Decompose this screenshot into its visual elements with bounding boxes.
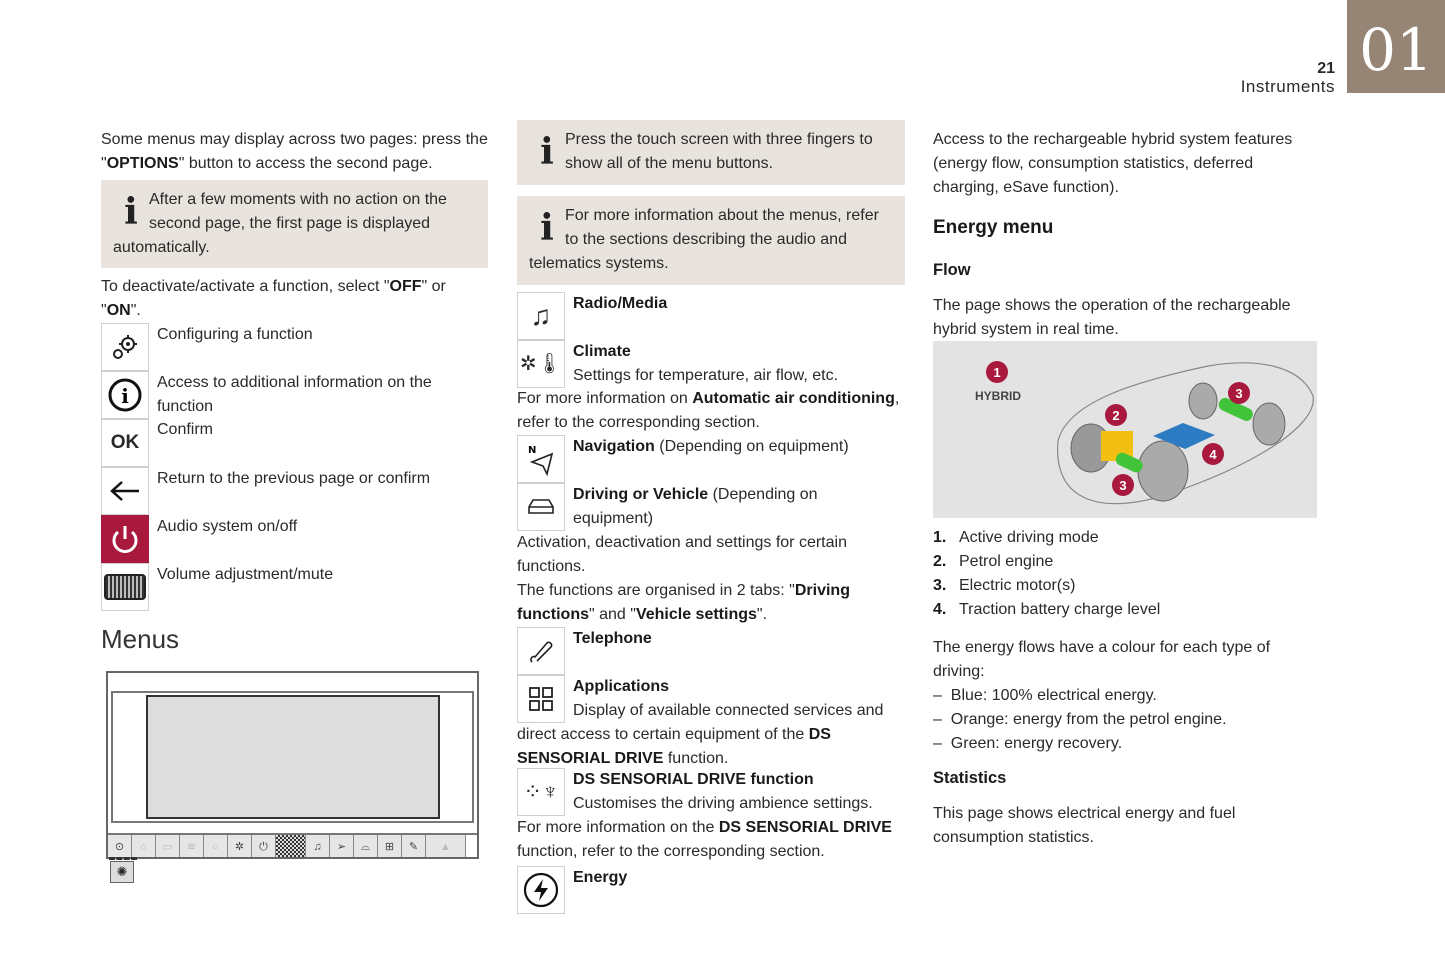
screen-display (146, 695, 440, 819)
hazard-icon: ▲ (426, 835, 466, 857)
options-keyword: OPTIONS (106, 155, 179, 172)
menu-energy (517, 866, 907, 914)
navigation-arrow-icon: ➢ (330, 835, 354, 857)
recirculation-icon: ○ (204, 835, 228, 857)
text: Display of available connected services and direct access to certain equipment of the (517, 702, 884, 743)
climate-icon: ✲ (228, 835, 252, 857)
ambient-light-button (109, 857, 137, 860)
legend-item: 4. Traction battery charge level (933, 601, 1161, 618)
driving-paragraph-1: Activation, deactivation and settings for certain functions. (517, 534, 847, 575)
legend-item: 1. Active driving mode (933, 529, 1099, 546)
energy-menu-heading: Energy menu (933, 217, 1054, 238)
hybrid-flow-diagram (933, 341, 1317, 518)
flow-heading: Flow (933, 261, 971, 279)
svg-text:1: 1 (993, 365, 1001, 380)
touchscreen-diagram (106, 671, 479, 859)
text: The functions are organised in 2 tabs: " (517, 582, 795, 599)
menu-telephone (517, 627, 907, 675)
info-icon: i (540, 131, 554, 173)
icon-row-ok (101, 419, 491, 467)
sensorial-drive-icon: ⁘♆ (517, 768, 565, 816)
icon-label: Volume adjustment/mute (157, 566, 334, 583)
legend-item: 3. Electric motor(s) (933, 577, 1076, 594)
toggle-paragraph (101, 275, 471, 323)
text: " or " (101, 278, 446, 319)
text: function, refer to the corresponding section. (517, 843, 825, 860)
flow-paragraph: The page shows the operation of the rechargeable hybrid system in real time. (933, 297, 1291, 338)
text: DS SENSORIAL DRIVE (718, 819, 892, 836)
text: For more information on (517, 390, 693, 407)
music-note-icon: ♫ (517, 292, 565, 340)
info-note (517, 120, 905, 185)
intro-paragraph (101, 128, 491, 176)
menus-heading: Menus (101, 624, 180, 654)
text: ". (756, 606, 768, 623)
text: To deactivate/activate a function, select " (101, 278, 390, 295)
menu-title: Climate (573, 343, 631, 360)
menu-title: Navigation (573, 438, 655, 455)
menu-description: Customises the driving ambience settings. (573, 795, 873, 812)
menu-label: Radio/Media (573, 295, 668, 312)
statistics-paragraph: This page shows electrical energy and fuel consumption statistics. (933, 805, 1236, 846)
menu-label (573, 483, 833, 531)
info-note (517, 196, 905, 285)
defrost-icon: ⌂ (132, 835, 156, 857)
icon-row-info (101, 371, 491, 419)
icon-label: Confirm (157, 421, 214, 438)
text: function. (663, 750, 729, 767)
info-note (101, 180, 488, 268)
ds-paragraph (517, 816, 907, 864)
power-icon: ⏻ (252, 835, 276, 857)
climate-paragraph (517, 387, 907, 435)
text: ". (130, 302, 141, 319)
icon-label: Access to additional information on the function (157, 374, 432, 415)
diagram-legend (933, 526, 1328, 622)
rear-defrost-icon: ▭ (156, 835, 180, 857)
menu-description: (Depending on equipment) (573, 486, 818, 527)
nav-button-icon: ⊙ (108, 835, 132, 857)
intro-paragraph: Access to the rechargeable hybrid system features (energy flow, consumption statistics, deferred charging, eSave function). (933, 131, 1293, 196)
menu-title: DS SENSORIAL DRIVE function (573, 771, 814, 788)
list-item: – Blue: 100% electrical energy. (933, 687, 1157, 704)
note-text: Press the touch screen with three fingers to show all of the menu buttons. (565, 131, 873, 172)
navigation-arrow-icon (517, 435, 565, 483)
volume-knob-icon (101, 563, 149, 611)
text: Automatic air conditioning (692, 390, 895, 407)
icon-label: Configuring a function (157, 326, 313, 343)
section-title: Instruments (1240, 77, 1335, 96)
car-icon: ⌓ (354, 835, 378, 857)
text: " button to access the second page. (178, 155, 433, 172)
text: DS SENSORIAL DRIVE (517, 726, 831, 767)
menu-ds-sensorial-drive (517, 768, 907, 816)
svg-text:N: N (528, 445, 537, 456)
menu-label: Energy (573, 869, 628, 886)
back-arrow-icon (101, 467, 149, 515)
menu-applications (517, 675, 907, 699)
hybrid-label: HYBRID (974, 389, 1022, 403)
screen-button-bar (108, 833, 477, 857)
icon-label: Return to the previous page or confirm (157, 470, 431, 487)
music-note-icon: ♫ (306, 835, 330, 857)
menu-label (573, 768, 907, 816)
list-item: – Orange: energy from the petrol engine. (933, 711, 1227, 728)
icon-row-configure (101, 323, 491, 371)
note-text: For more information about the menus, refer to the sections describing the audio and telematics systems. (529, 207, 879, 272)
menu-climate (517, 340, 907, 388)
colours-list (933, 684, 1328, 756)
telephone-icon (517, 627, 565, 675)
gear-icon (101, 323, 149, 371)
icon-label: Audio system on/off (157, 518, 298, 535)
ok-icon: OK (101, 419, 149, 467)
ambient-light-icon: ✺ (110, 861, 134, 883)
menu-label (573, 340, 907, 388)
ac-off-icon: ≋ (180, 835, 204, 857)
legend-item: 2. Petrol engine (933, 553, 1054, 570)
fan-temperature-icon: ✲🌡 (517, 340, 565, 388)
text: " and " (589, 606, 636, 623)
menu-description: Settings for temperature, air flow, etc. (573, 367, 839, 384)
menu-label: Telephone (573, 630, 652, 647)
note-text: After a few moments with no action on the second page, the first page is displayed automatically. (113, 191, 447, 256)
svg-text:3: 3 (1119, 478, 1127, 493)
menu-navigation (517, 435, 907, 483)
driving-paragraph-2 (517, 579, 907, 627)
menu-label: Applications (573, 678, 670, 695)
text: , refer to the corresponding section. (517, 390, 900, 431)
text: Vehicle settings (635, 606, 757, 623)
menu-driving-vehicle (517, 483, 907, 531)
volume-knob-icon (276, 835, 306, 857)
off-keyword: OFF (389, 278, 422, 295)
chapter-tab: 01 (1347, 0, 1445, 93)
svg-text:3: 3 (1235, 386, 1243, 401)
info-icon (101, 371, 149, 419)
menu-title: Driving or Vehicle (573, 486, 709, 503)
icon-row-back (101, 467, 491, 515)
menu-label (573, 435, 907, 459)
icon-row-power (101, 515, 491, 563)
icon-row-volume (101, 563, 491, 611)
text: Some menus may display across two pages: press the " (101, 131, 488, 172)
menu-description: (Depending on equipment) (654, 438, 849, 455)
list-item: – Green: energy recovery. (933, 735, 1123, 752)
info-icon: i (124, 191, 138, 233)
svg-text:2: 2 (1112, 408, 1120, 423)
telephone-icon: ✎ (402, 835, 426, 857)
text: Driving functions (517, 582, 850, 623)
info-icon: i (540, 207, 554, 249)
colours-paragraph: The energy flows have a colour for each type of driving: (933, 639, 1271, 680)
applications-paragraph (517, 699, 907, 771)
svg-text:4: 4 (1209, 447, 1217, 462)
page-number: 21 (1317, 60, 1335, 77)
statistics-heading: Statistics (933, 769, 1007, 787)
on-keyword: ON (106, 302, 131, 319)
menu-radio-media (517, 292, 907, 340)
text: For more information on the (517, 819, 719, 836)
car-icon (517, 483, 565, 531)
svg-text:i: i (121, 384, 129, 408)
power-icon (101, 515, 149, 563)
applications-grid-icon: ⊞ (378, 835, 402, 857)
badge-1 (986, 361, 1008, 383)
energy-bolt-icon (517, 866, 565, 914)
